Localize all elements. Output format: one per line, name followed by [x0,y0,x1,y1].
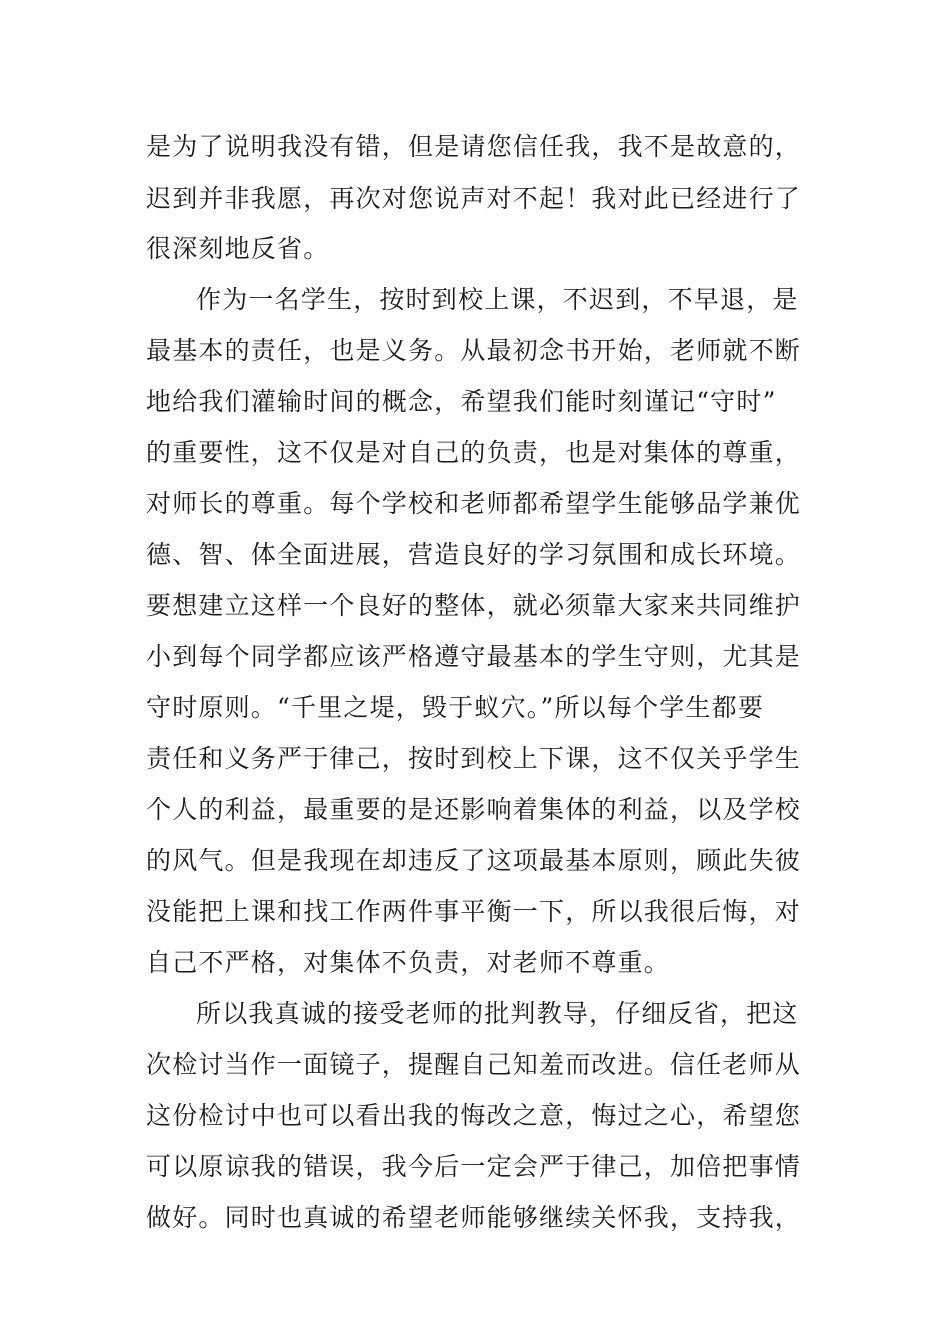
text-line: 最基本的责任，也是义务。从最初念书开始，老师就不断 [146,336,802,365]
text-line: 这份检讨中也可以看出我的悔改之意，悔过之心，希望您 [146,1101,802,1130]
text-line: 个人的利益，最重要的是还影响着集体的利益，以及学校 [146,795,802,824]
text-line: 很深刻地反省。 [146,234,330,263]
text-line: 地给我们灌输时间的概念，希望我们能时刻谨记“守时” [146,387,777,416]
text-line: 的重要性，这不仅是对自己的负责，也是对集体的尊重， [146,438,802,467]
text-line: 自己不严格，对集体不负责，对老师不尊重。 [146,948,671,977]
text-line: 次检讨当作一面镜子，提醒自己知羞而改进。信任老师从 [146,1050,802,1079]
text-line: 可以原谅我的错误，我今后一定会严于律己，加倍把事情 [146,1152,802,1181]
text-line: 是为了说明我没有错，但是请您信任我，我不是故意的， [146,132,802,161]
paragraph-first-line: 作为一名学生，按时到校上课，不迟到，不早退，是 [196,285,799,314]
text-line: 对师长的尊重。每个学校和老师都希望学生能够品学兼优 [146,489,802,518]
text-line: 责任和义务严于律己，按时到校上下课，这不仅关乎学生 [146,744,802,773]
text-line: 做好。同时也真诚的希望老师能够继续关怀我，支持我， [146,1203,802,1232]
paragraph-first-line: 所以我真诚的接受老师的批判教导，仔细反省，把这 [196,999,799,1028]
text-line: 的风气。但是我现在却违反了这项最基本原则，顾此失彼 [146,846,802,875]
text-line: 德、智、体全面进展，营造良好的学习氛围和成长环境。 [146,540,802,569]
text-line: 没能把上课和找工作两件事平衡一下，所以我很后悔，对 [146,897,802,926]
text-line: 小到每个同学都应该严格遵守最基本的学生守则，尤其是 [146,642,802,671]
text-line: 要想建立这样一个良好的整体，就必须靠大家来共同维护 [146,591,802,620]
text-line: 守时原则。“千里之堤，毁于蚁穴。”所以每个学生都要 [146,693,765,722]
text-line: 迟到并非我愿，再次对您说声对不起！我对此已经进行了 [146,184,802,213]
